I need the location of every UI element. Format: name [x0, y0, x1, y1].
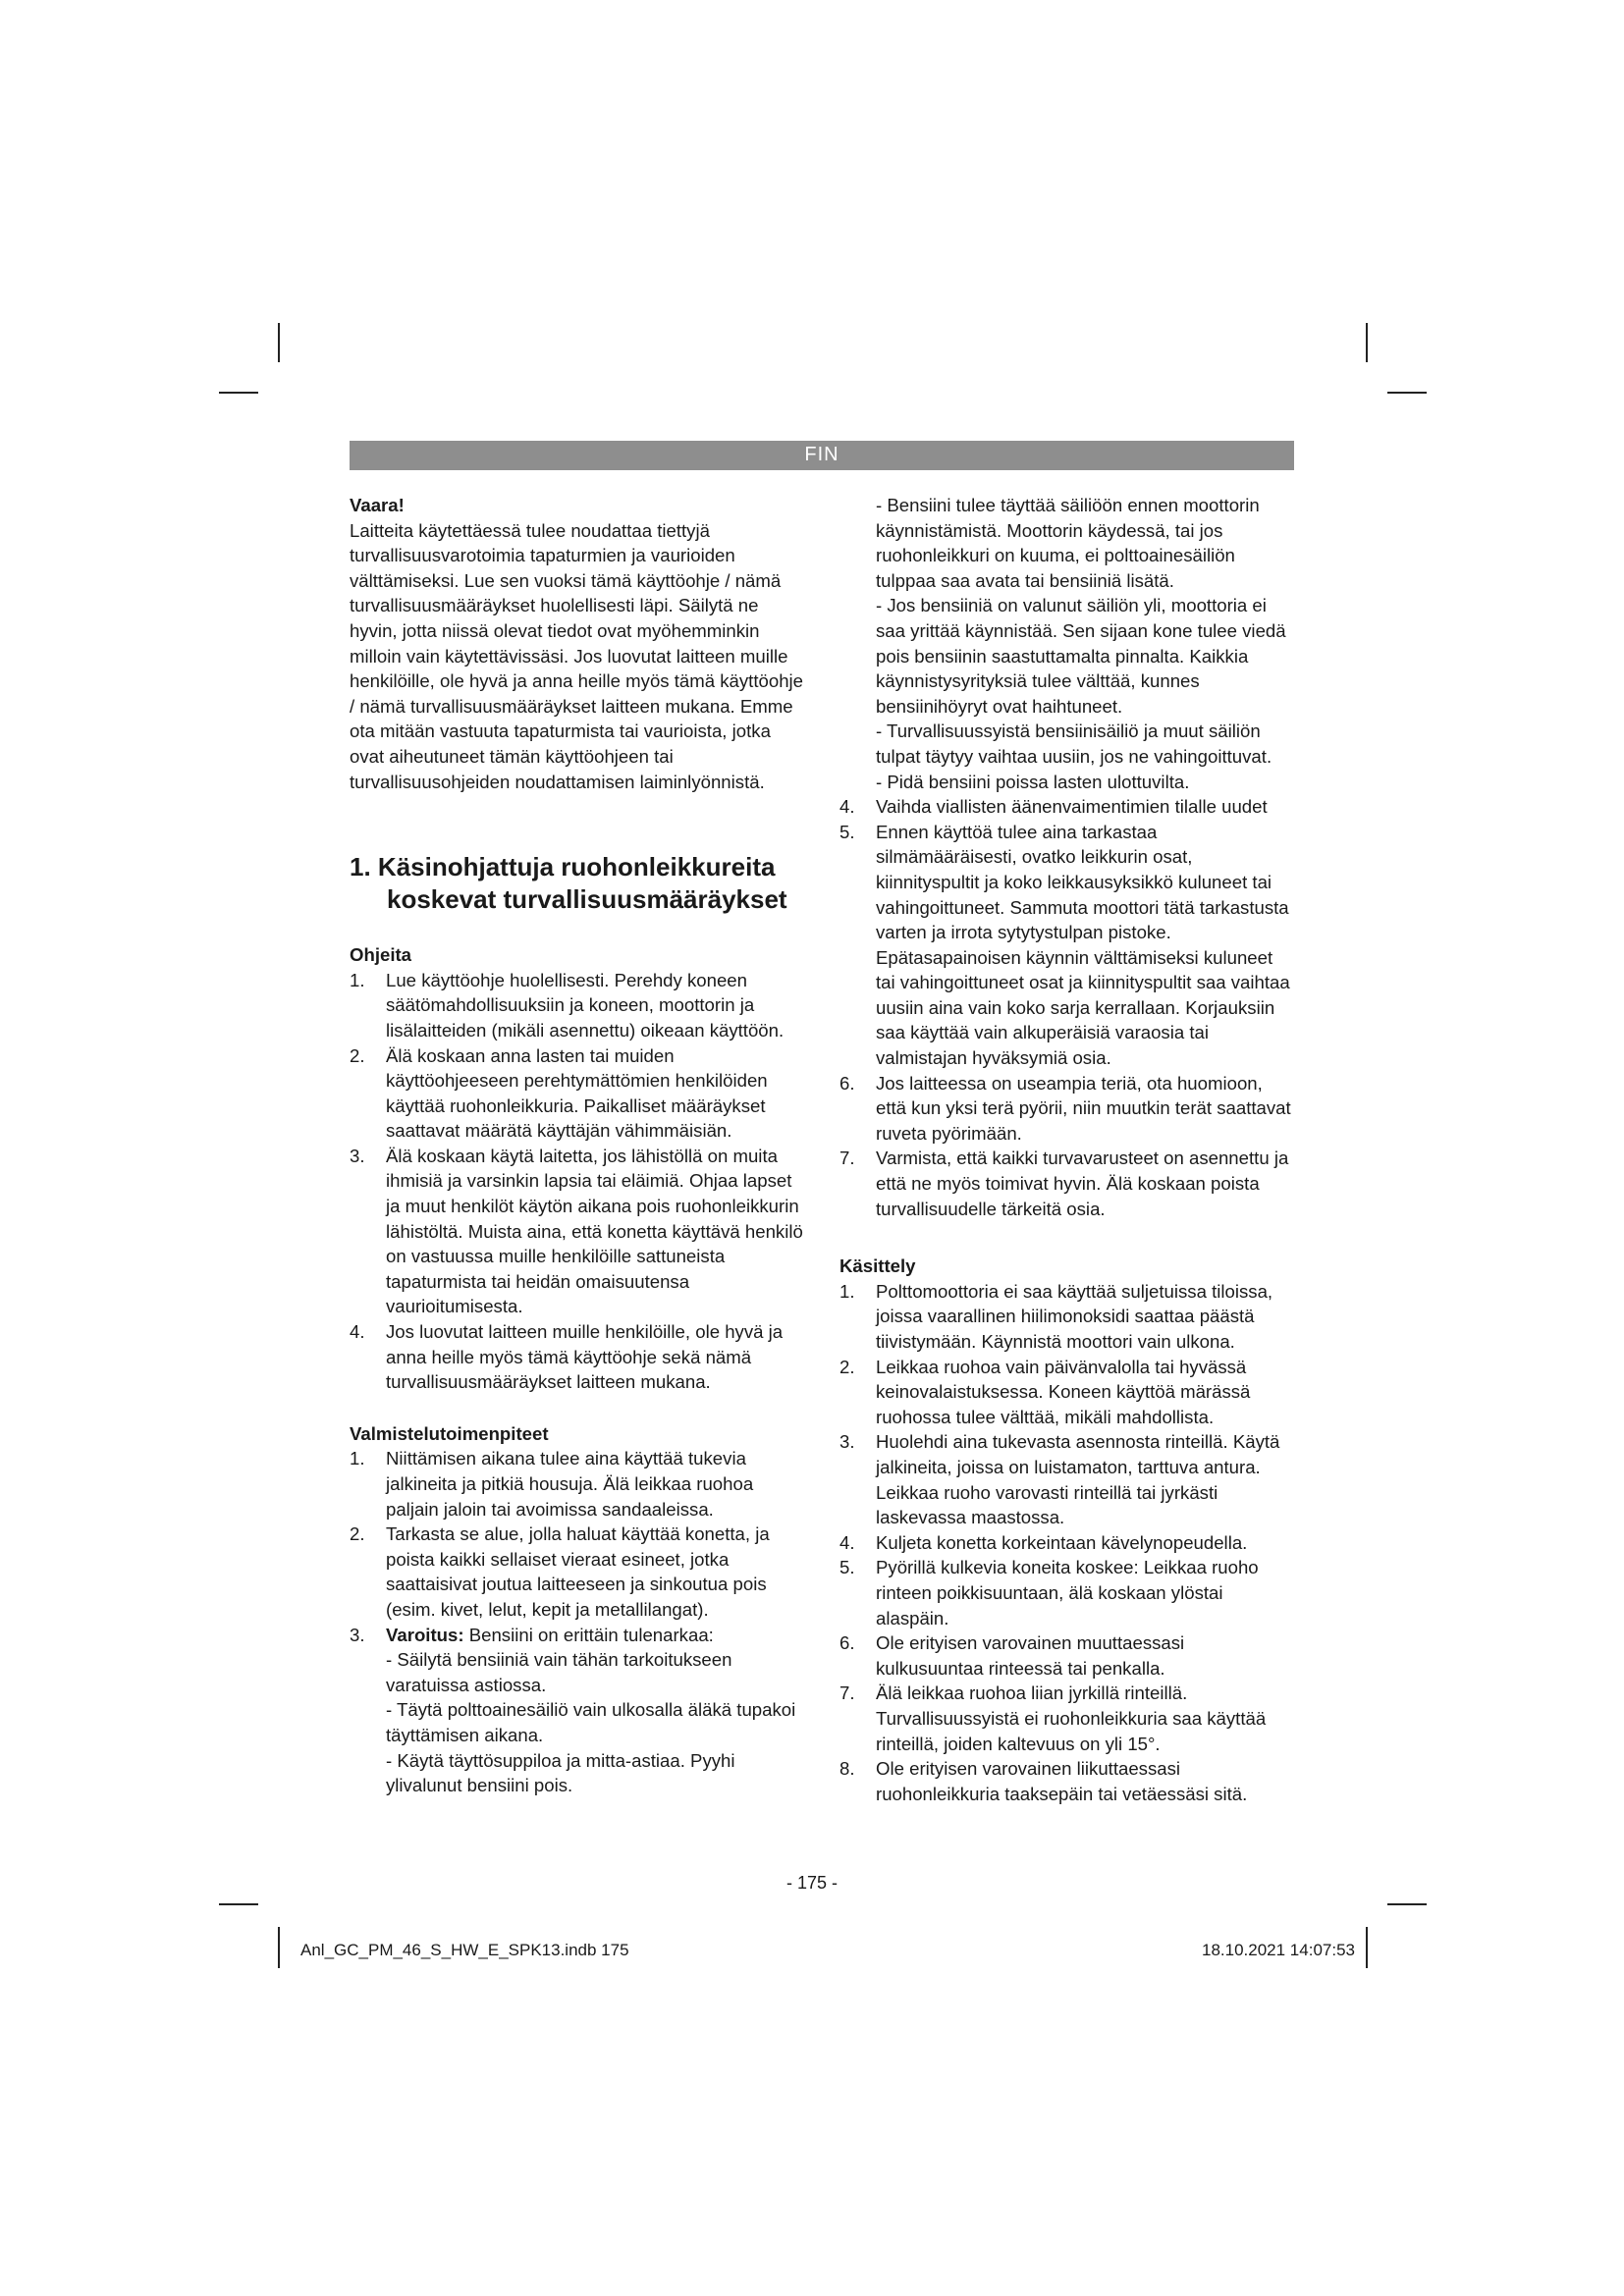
list-item-text: Huolehdi aina tukevasta asennosta rinteillä. Käytä jalkineita, joissa on luistamaton, tarttuva antura. Leikkaa ruoho varovasti rinteillä tai jyrkästi laskevassa maastossa. — [876, 1431, 1280, 1528]
list-item — [350, 1043, 805, 1144]
list-item — [350, 1623, 805, 1798]
crop-mark — [219, 392, 258, 394]
list-item — [839, 1530, 1293, 1556]
list-item — [839, 794, 1293, 820]
list-item-text: Polttomoottoria ei saa käyttää suljetuissa tiloissa, joissa vaarallinen hiilimonoksidi saattaa päästä tiivistymään. Käynnistä moottori vain ulkona. — [876, 1280, 1273, 1352]
list-item-text: Älä leikkaa ruohoa liian jyrkillä rinteillä. Turvallisuussyistä ei ruohonleikkuria saa käyttää rinteillä, joiden kaltevuus on yli 15°. — [876, 1682, 1267, 1754]
list-item-text: Ole erityisen varovainen muuttaessasi kulkusuuntaa rinteessä tai penkalla. — [876, 1632, 1185, 1679]
list-item-text: Jos luovutat laitteen muille henkilöille, ole hyvä ja anna heille myös tämä käyttöohje sekä nämä turvallisuusmääräykset laitteen mukana. — [386, 1321, 784, 1393]
kasittely-heading: Käsittely — [839, 1255, 916, 1277]
list-item-number: 2. — [350, 1523, 365, 1545]
dash-item: - Jos bensiiniä on valunut säiliön yli, moottoria ei saa yrittää käynnistää. Sen sijaan kone tulee viedä pois bensiinin saastuttamalta pinnalta. Kaikkia käynnistysyrityksiä tulee välttää, kunnes bensiinihöyryt ovat haihtuneet. — [876, 595, 1286, 717]
valmistelu-heading: Valmistelutoimenpiteet — [350, 1422, 549, 1444]
list-item — [839, 1555, 1293, 1630]
dash-item: - Pidä bensiini poissa lasten ulottuvilta. — [876, 771, 1190, 792]
crop-mark — [219, 1903, 258, 1905]
ohjeita-list — [350, 968, 805, 1395]
page-number: - 175 - — [785, 1873, 839, 1893]
list-item-number: 5. — [839, 821, 855, 842]
list-item-text: Leikkaa ruohoa vain päivänvalolla tai hyvässä keinovalaistuksessa. Koneen käyttöä märässä ruohossa tulee välttää, mikäli mahdollista. — [876, 1356, 1251, 1427]
list-item-number: 5. — [839, 1557, 855, 1578]
list-item-number: 2. — [839, 1356, 855, 1377]
list-item-text: Lue käyttöohje huolellisesti. Perehdy koneen säätömahdollisuuksiin ja koneen, moottorin ja lisälaitteiden (mikäli asennettu) oikeaan käyttöön. — [386, 969, 785, 1041]
list-item — [350, 1446, 805, 1522]
list-item-text: Varmista, että kaikki turvavarusteet on asennettu ja että ne myös toimivat hyvin. Älä koskaan poista turvallisuudelle tärkeitä osia. — [876, 1148, 1289, 1219]
list-item — [350, 1319, 805, 1395]
language-header-band — [350, 441, 1294, 470]
ohjeita-heading: Ohjeita — [350, 944, 412, 966]
list-item-number: 3. — [839, 1431, 855, 1453]
list-item-number: 1. — [839, 1280, 855, 1302]
section-title-text: Käsinohjattuja ruohonleikkureita koskevat turvallisuusmääräykset — [377, 852, 787, 915]
list-item-number: 3. — [350, 1145, 365, 1166]
warning-title: Vaara! — [350, 495, 405, 515]
warning-label-text: Bensiini on erittäin tulenarkaa: — [463, 1624, 714, 1645]
right-continued-list — [839, 794, 1293, 1221]
dash-item: - Säilytä bensiiniä vain tähän tarkoitukseen varatuissa astiossa. — [386, 1649, 732, 1695]
list-item — [839, 1756, 1293, 1806]
crop-mark — [1366, 323, 1368, 362]
crop-mark — [1366, 1927, 1368, 1968]
list-item — [839, 1279, 1293, 1355]
valmistelu-list — [350, 1446, 805, 1797]
list-item — [350, 968, 805, 1043]
list-item-number: 1. — [350, 1448, 365, 1469]
dash-item: - Käytä täyttösuppiloa ja mitta-astiaa. Pyyhi ylivalunut bensiini pois. — [386, 1749, 735, 1796]
list-item-text: Vaihda viallisten äänenvaimentimien tilalle uudet — [876, 796, 1268, 818]
file-info: Anl_GC_PM_46_S_HW_E_SPK13.indb 175 — [300, 1941, 629, 1959]
list-item — [839, 820, 1293, 1071]
list-item-number: 8. — [839, 1758, 855, 1780]
list-item — [839, 1681, 1293, 1756]
list-item-number: 7. — [839, 1682, 855, 1704]
crop-mark — [278, 1927, 280, 1968]
list-item-text: Pyörillä kulkevia koneita koskee: Leikkaa ruoho rinteen poikkisuuntaan, älä koskaan ylöstai alaspäin. — [876, 1557, 1259, 1629]
list-item-text: Kuljeta konetta korkeintaan kävelynopeudella. — [876, 1531, 1248, 1553]
left-column — [350, 493, 805, 1798]
crop-mark — [278, 323, 280, 362]
list-item-number: 6. — [839, 1072, 855, 1094]
list-item-text: Niittämisen aikana tulee aina käyttää tukevia jalkineita ja pitkiä housuja. Älä leikkaa ruohoa paljain jaloin tai avoimissa sandaaleissa. — [386, 1448, 754, 1520]
section-title — [350, 851, 805, 916]
dash-item: - Täytä polttoainesäiliö vain ulkosalla äläkä tupakoi täyttämisen aikana. — [386, 1699, 796, 1745]
dash-item: - Turvallisuussyistä bensiinisäiliö ja muut säiliön tulpat täytyy vaihtaa uusiin, jos ne vahingoittuvat. — [876, 721, 1272, 767]
list-item — [839, 1630, 1293, 1681]
crop-mark — [1387, 1903, 1427, 1905]
list-item — [839, 1146, 1293, 1221]
list-item-text: Tarkasta se alue, jolla haluat käyttää konetta, ja poista kaikki sellaiset vieraat esineet, jotka saattaisivat joutua laitteeseen ja sinkoutua pois (esim. kivet, lelut, kepit ja metallilangat). — [386, 1523, 770, 1620]
warning-label: Varoitus: — [386, 1624, 464, 1645]
right-column — [839, 493, 1293, 1806]
list-item-text: Älä koskaan käytä laitetta, jos lähistöllä on muita ihmisiä ja varsinkin lapsia tai eläimiä. Ohjaa lapset ja muut henkilöt käytön aikana pois ruohonleikkurin lähistöltä. Muista aina, että konetta käyttävä henkilö on vastuussa muille henkilöille sattuneista tapaturmista tai heidän omaisuutensa vaurioitumisesta. — [386, 1145, 803, 1317]
section-number: 1. — [350, 852, 371, 882]
crop-mark — [1387, 392, 1427, 394]
list-item-number: 4. — [350, 1321, 365, 1343]
warning-text: Laitteita käytettäessä tulee noudattaa tiettyjä turvallisuusvarotoimia tapaturmien ja vaurioiden välttämiseksi. Lue sen vuoksi tämä käyttöohje / nämä turvallisuusmääräykset huolellisesti läpi. Säilytä ne hyvin, jotta niissä olevat tiedot ovat myöhemminkin milloin vain käytettävissäsi. Jos luovutat laitteen muille henkilöille, ole hyvä ja anna heille myös tämä käyttöohje / nämä turvallisuusmääräykset laitteen mukana. Emme ota mitään vastuuta tapaturmista tai vaurioista, jotka ovat aiheutuneet tämän käyttöohjeen tai turvallisuusohjeiden noudattamisen laiminlyönnistä. — [350, 519, 804, 792]
list-item — [839, 1355, 1293, 1430]
list-item-number: 4. — [839, 1531, 855, 1553]
list-item — [839, 1429, 1293, 1529]
list-item — [350, 1522, 805, 1622]
list-item-text: Ole erityisen varovainen liikuttaessasi ruohonleikkuria taaksepäin tai vetäessäsi sitä. — [876, 1758, 1248, 1804]
list-item-text: Jos laitteessa on useampia teriä, ota huomioon, että kun yksi terä pyörii, niin muutkin terät saattavat ruveta pyörimään. — [876, 1072, 1291, 1144]
list-item-number: 2. — [350, 1044, 365, 1066]
kasittely-list — [839, 1279, 1293, 1806]
list-item-number: 6. — [839, 1632, 855, 1654]
list-item-number: 1. — [350, 969, 365, 990]
print-timestamp: 18.10.2021 14:07:53 — [1202, 1941, 1355, 1959]
list-item — [350, 1144, 805, 1319]
list-item-text — [386, 1623, 805, 1648]
language-label: FIN — [804, 444, 839, 465]
list-item-number: 4. — [839, 796, 855, 818]
list-item-text: Älä koskaan anna lasten tai muiden käyttöohjeeseen perehtymättömien henkilöiden käyttää ruohonleikkuria. Paikalliset määräykset saattavat määrätä käyttäjän vähimmäisiän. — [386, 1044, 768, 1142]
list-item — [839, 1071, 1293, 1147]
list-item-text: Ennen käyttöä tulee aina tarkastaa silmämääräisesti, ovatko leikkurin osat, kiinnityspultit ja koko leikkausyksikkö kuluneet tai vahingoittuneet. Sammuta moottori tätä tarkastusta varten ja irrota sytytystulpan pistoke. Epätasapainoisen käynnin välttämiseksi kuluneet tai vahingoittuneet osat ja kiinnityspultit saa vaihtaa uusiin aina vain koko sarja kerrallaan. Korjauksiin saa käyttää vain alkuperäisiä varaosia tai valmistajan hyväksymiä osia. — [876, 821, 1290, 1069]
dash-item: - Bensiini tulee täyttää säiliöön ennen moottorin käynnistämistä. Moottorin käydessä, tai jos ruohonleikkuri on kuuma, ei polttoainesäiliön tulppaa saa avata tai bensiiniä lisätä. — [876, 495, 1260, 591]
list-item-number: 3. — [350, 1624, 365, 1645]
list-item-number: 7. — [839, 1148, 855, 1169]
